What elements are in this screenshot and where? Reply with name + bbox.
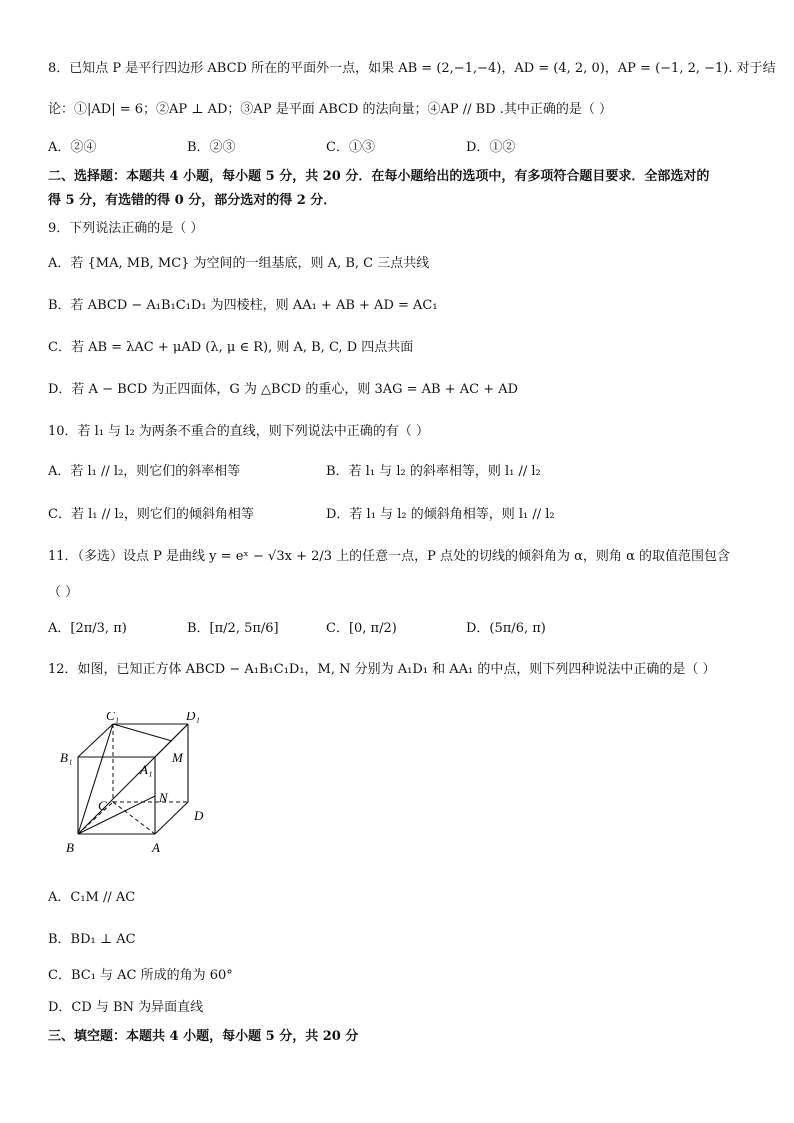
q10-option-a: A．若 l₁ // l₂，则它们的斜率相等 [48,464,241,479]
section2-line1: 二、选择题：本题共 4 小题，每小题 5 分，共 20 分．在每小题给出的选项中，有多项符合题目要求．全部选对的 [48,169,710,184]
q8-option-c: C．①③ [326,140,375,155]
q11-line2: （ ） [48,585,79,600]
q10-option-b: B．若 l₁ 与 l₂ 的斜率相等，则 l₁ // l₂ [326,464,541,479]
q9-stem: 9．下列说法正确的是（ ） [48,221,204,236]
q10-stem: 10．若 l₁ 与 l₂ 为两条不重合的直线，则下列说法中正确的有（ ） [48,424,429,439]
q12-option-a: A．C₁M // AC [48,890,136,905]
q11-option-d: D．(5π/6, π) [466,621,546,636]
label-c: C [98,798,107,813]
section2-line2: 得 5 分，有选错的得 0 分，部分选对的得 2 分． [48,193,337,208]
q10-option-c: C．若 l₁ // l₂，则它们的倾斜角相等 [48,507,254,522]
q8-option-d: D．①② [466,140,516,155]
q12-option-d: D．CD 与 BN 为异面直线 [48,1000,204,1015]
q9-option-b: B．若 ABCD − A₁B₁C₁D₁ 为四棱柱，则 AA₁ + AB + AD = AC₁ [48,298,438,313]
label-n: N [159,790,168,805]
q8-option-b: B．②③ [187,140,236,155]
label-b: B [66,840,74,855]
label-c1: C₁ [106,712,120,723]
q11-option-b: B．[π/2, 5π/6] [187,621,279,636]
cube-figure [58,712,218,862]
q9-option-a: A．若 {MA, MB, MC} 为空间的一组基底，则 A, B, C 三点共线 [48,256,430,271]
q12-stem: 12．如图，已知正方体 ABCD − A₁B₁C₁D₁，M, N 分别为 A₁D₁ 和 AA₁ 的中点，则下列四种说法中正确的是（ ） [48,662,716,677]
label-b1: B₁ [60,750,73,765]
q12-option-b: B．BD₁ ⊥ AC [48,932,136,947]
q9-option-c: C．若 AB = λAC + μAD (λ, μ ∈ R), 则 A, B, C, D 四点共面 [48,340,414,355]
section3-heading: 三、填空题：本题共 4 小题，每小题 5 分，共 20 分 [48,1029,359,1044]
label-d1: D₁ [186,712,200,723]
q8-line1: 8．已知点 P 是平行四边形 ABCD 所在的平面外一点，如果 AB = (2,−1,−4)，AD = (4, 2, 0)，AP = (−1, 2, −1). 对于结 [48,61,776,76]
q11-option-a: A．[2π/3, π) [48,621,127,636]
q8-option-a: A．②④ [48,140,97,155]
label-a: A [152,840,160,855]
segment-c1m [113,724,172,741]
q12-option-c: C．BC₁ 与 AC 所成的角为 60° [48,968,233,983]
q11-line1: 11．（多选）设点 P 是曲线 y = eˣ − √3x + 2/3 上的任意一点，P 点处的切线的倾斜角为 α，则角 α 的取值范围包含 [48,549,730,564]
q11-option-c: C．[0, π/2) [326,621,397,636]
label-a1: A₁ [140,762,153,777]
q8-line2: 论：①|AD| = 6；②AP ⊥ AD；③AP 是平面 ABCD 的法向量；④AP // BD .其中正确的是（ ） [48,102,613,117]
edge-ad [155,802,188,834]
q10-option-d: D．若 l₁ 与 l₂ 的倾斜角相等，则 l₁ // l₂ [326,507,555,522]
label-m: M [172,750,183,765]
label-d: D [194,808,204,823]
q9-option-d: D．若 A − BCD 为正四面体，G 为 △BCD 的重心，则 3AG = AB + AC + AD [48,382,519,397]
